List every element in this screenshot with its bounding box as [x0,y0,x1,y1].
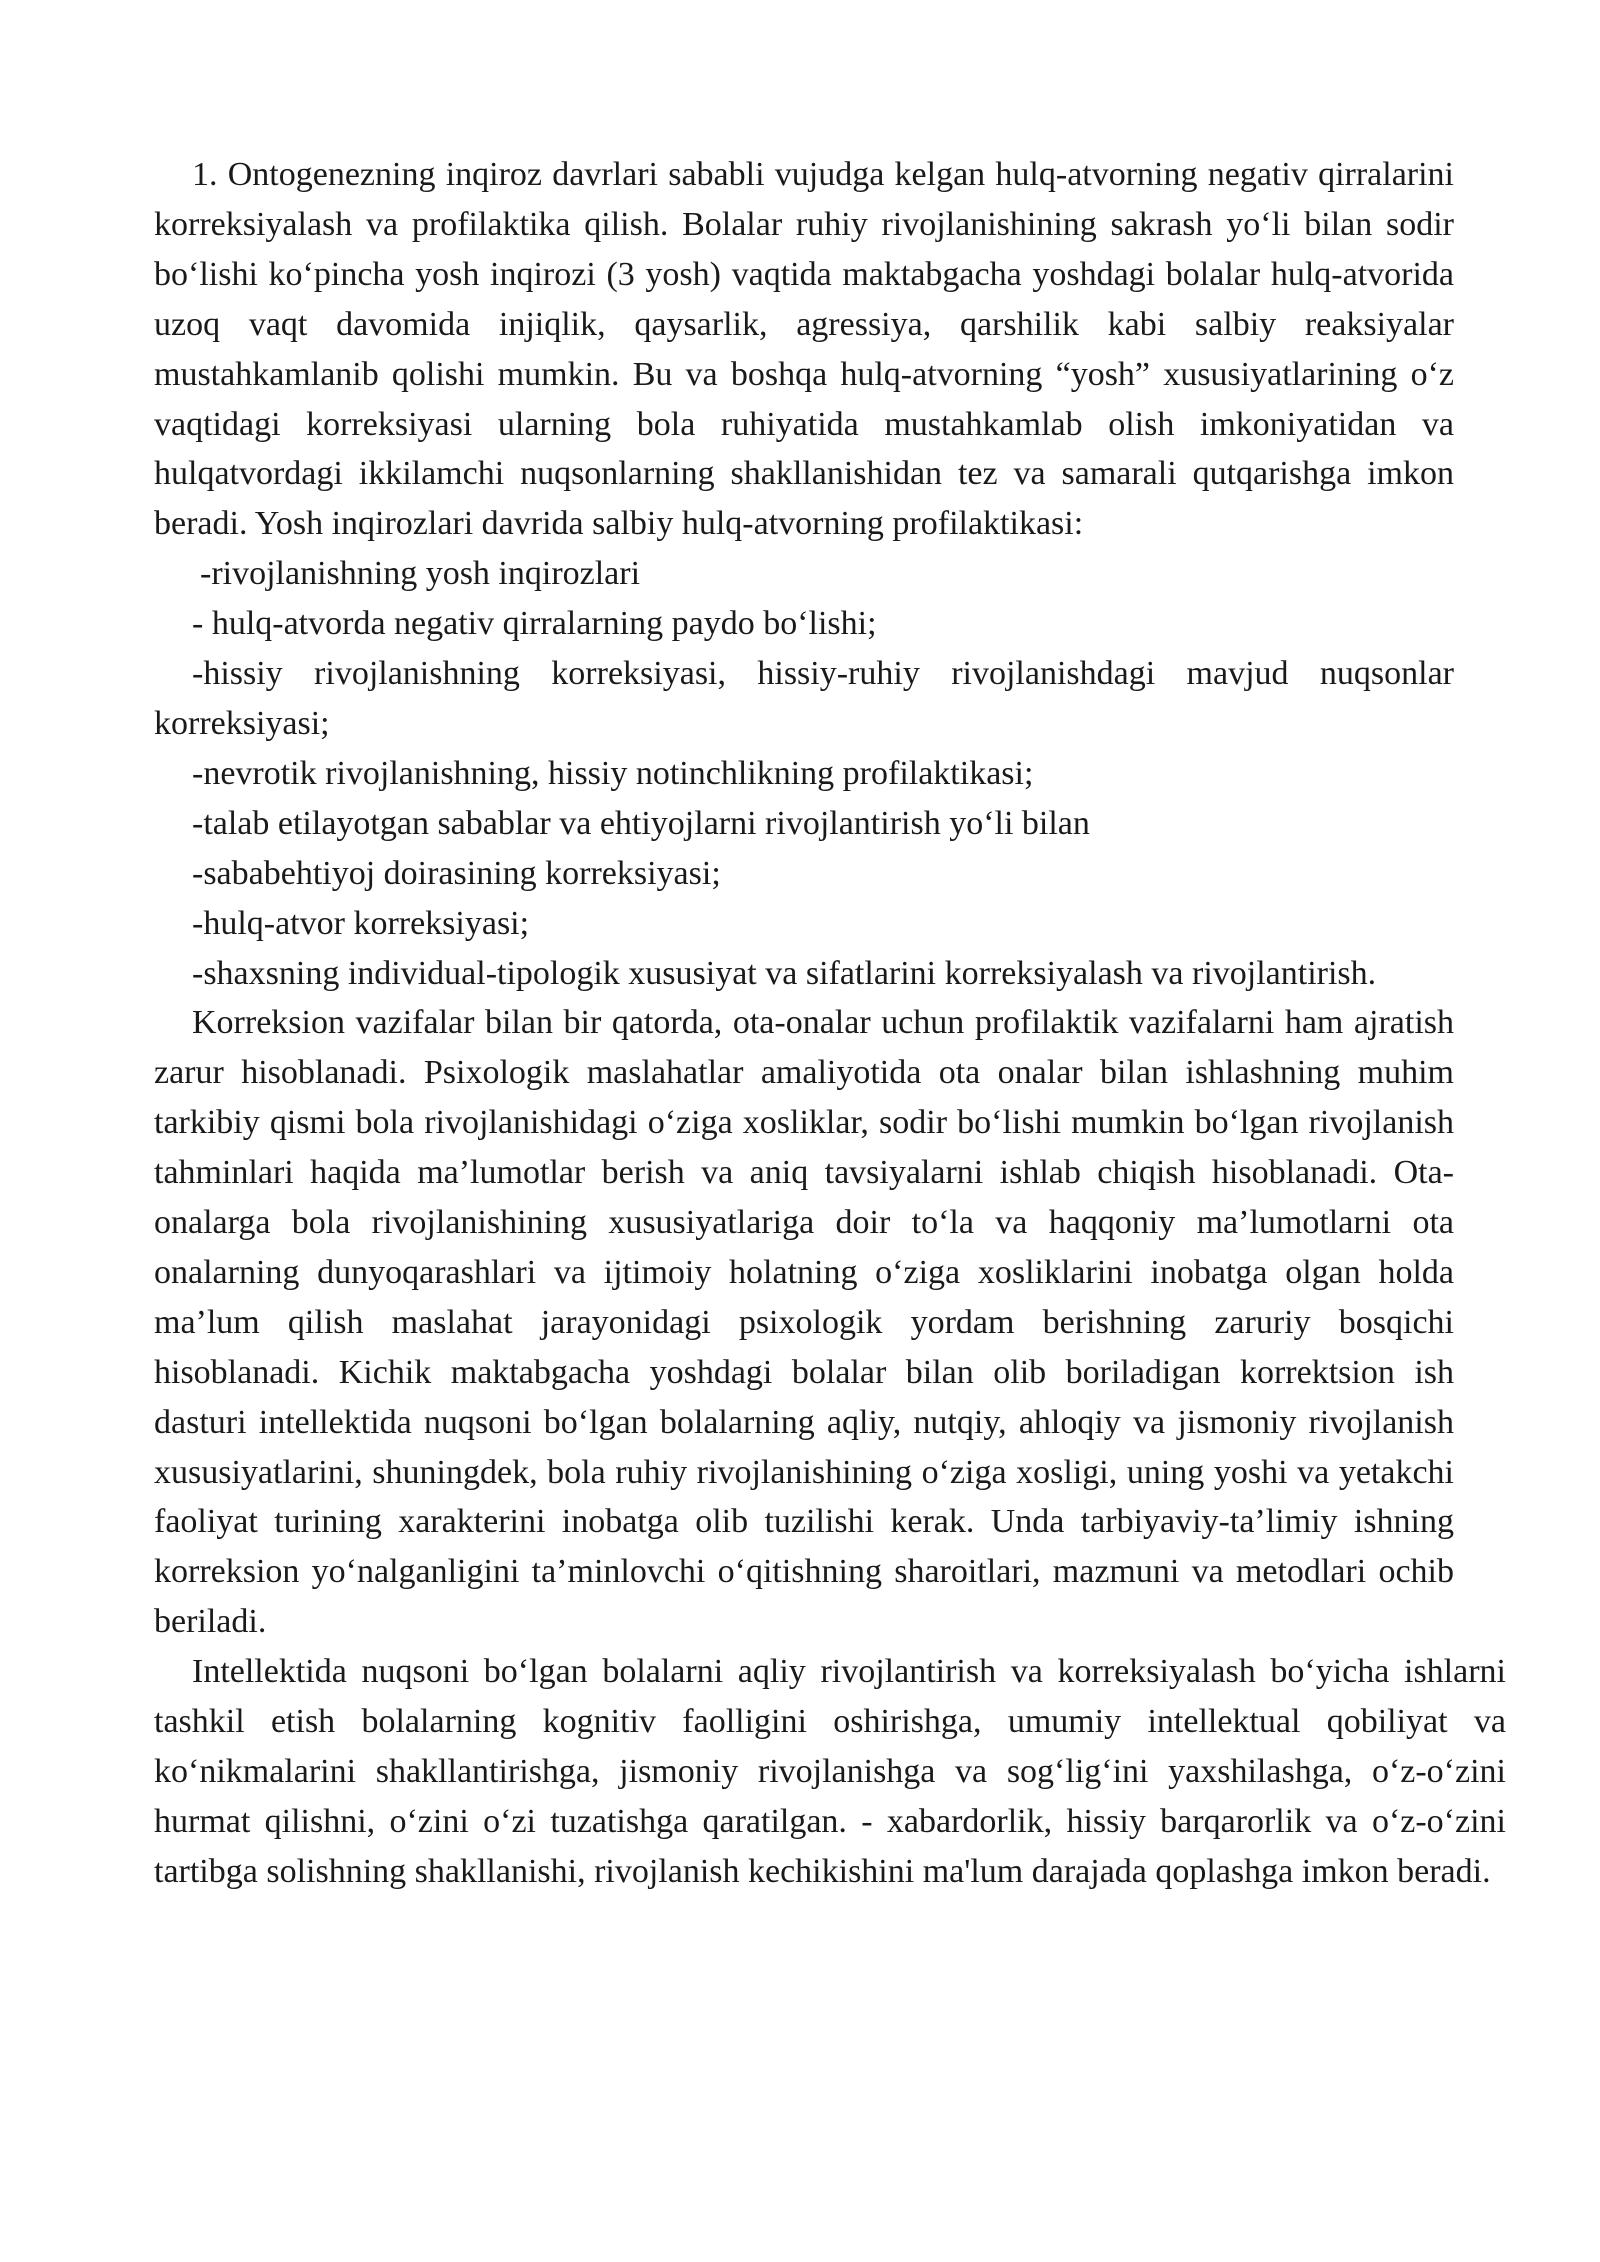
document-page [154,150,1506,1897]
list-item-5: -talab etilayotgan sabablar va ehtiyojlarni rivojlantirish yo‘li bilan [192,804,1090,842]
paragraph-correction-tasks: Korreksion vazifalar bilan bir qatorda, ota-onalar uchun profilaktik vazifalarni ham ajratish zarur hisoblanadi. Psixologik maslahatlar amaliyotida ota onalar bilan ishlashning muhim tarkibiy qismi bola rivojlanishidagi o‘ziga xosliklar, sodir bo‘lishi mumkin bo‘lgan rivojlanish tahminlari haqida ma’lumotlar berish va aniq tavsiyalarni ishlab chiqish hisoblanadi. Ota-onalarga bola rivojlanishining xususiyatlariga doir to‘la va haqqoniy ma’lumotlarni ota onalarning dunyoqarashlari va ijtimoiy holatning o‘ziga xosliklarini inobatga olgan holda ma’lum qilish maslahat jarayonidagi psixologik yordam berishning zaruriy bosqichi hisoblanadi. Kichik maktabgacha yoshdagi bolalar bilan olib boriladigan korrektsion ish dasturi intellektida nuqsoni bo‘lgan bolalarning aqliy, nutqiy, ahloqiy va jismoniy rivojlanish xususiyatlarini, shuningdek, bola ruhiy rivojlanishining o‘ziga xosligi, uning yoshi va yetakchi faoliyat turining xarakterini inobatga olib tuzilishi kerak. Unda tarbiyaviy-ta’limiy ishning korreksion yo‘nalganligini ta’minlovchi o‘qitishning sharoitlari, mazmuni va metodlari ochib beriladi. [154,1004,1454,1641]
list-item-6: -sababehtiyoj doirasining korreksiyasi; [192,854,721,892]
list-item-2: - hulq-atvorda negativ qirralarning paydo bo‘lishi; [192,605,877,643]
list-item-1: -rivojlanishning yosh inqirozlari [200,555,641,593]
paragraph-intro: 1. Ontogenezning inqiroz davrlari sababli vujudga kelgan hulq-atvorning negativ qirralarini korreksiyalash va profilaktika qilish. Bolalar ruhiy rivojlanishining sakrash yo‘li bilan sodir bo‘lishi ko‘pincha yosh inqirozi (3 yosh) vaqtida maktabgacha yoshdagi bolalar hulq-atvorida uzoq vaqt davomida injiqlik, qaysarlik, agressiya, qarshilik kabi salbiy reaksiyalar mustahkamlanib qolishi mumkin. Bu va boshqa hulq-atvorning “yosh” xususiyatlarining o‘z vaqtidagi korreksiyasi ularning bola ruhiyatida mustahkamlab olish imkoniyatidan va hulqatvordagi ikkilamchi nuqsonlarning shakllanishidan tez va samarali qutqarishga imkon beradi. Yosh inqirozlari davrida salbiy hulq-atvorning profilaktikasi: [154,156,1454,543]
list-item-4: -nevrotik rivojlanishning, hissiy notinchlikning profilaktikasi; [192,754,1034,792]
list-item-3: -hissiy rivojlanishning korreksiyasi, hissiy-ruhiy rivojlanishdagi mavjud nuqsonlar korreksiyasi; [154,655,1454,742]
list-item-7: -hulq-atvor korreksiyasi; [192,904,530,942]
paragraph-intellectual-development: Intellektida nuqsoni bo‘lgan bolalarni aqliy rivojlantirish va korreksiyalash bo‘yicha ishlarni tashkil etish bolalarning kognitiv faolligini oshirishga, umumiy intellektual qobiliyat va ko‘nikmalarini shakllantirishga, jismoniy rivojlanishga va sog‘lig‘ini yaxshilashga, o‘z-o‘zini hurmat qilishni, o‘zini o‘zi tuzatishga qaratilgan. - xabardorlik, hissiy barqarorlik va o‘z-o‘zini tartibga solishning shakllanishi, rivojlanish kechikishini ma'lum darajada qoplashga imkon beradi. [154,1653,1506,1890]
list-item-8: -shaxsning individual-tipologik xususiyat va sifatlarini korreksiyalash va rivojlantirish. [192,954,1377,992]
